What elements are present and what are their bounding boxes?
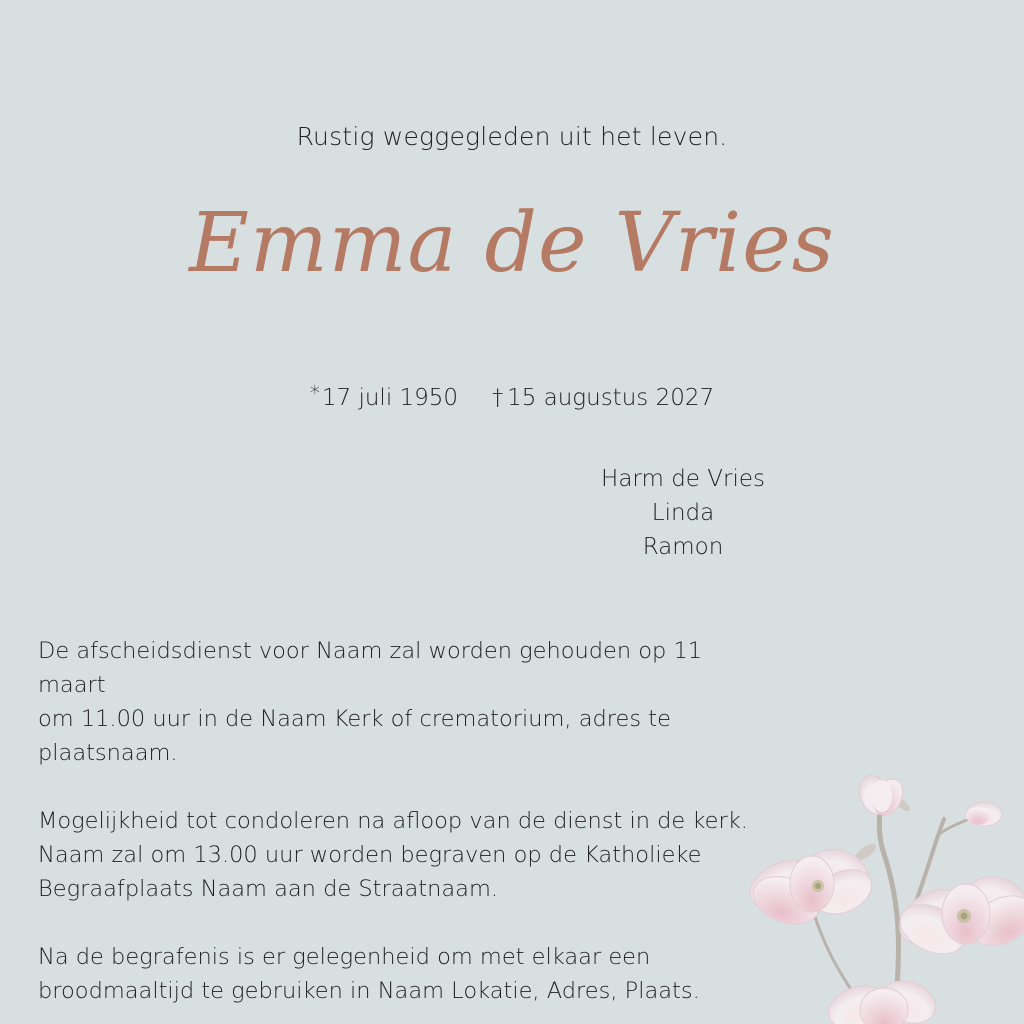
family-member: Ramon xyxy=(642,534,724,560)
lunch-paragraph: Na de begrafenis is er gelegenheid om met elkaar een broodmaaltijd te gebruiken in Naam Lokatie, Adres, Plaats. xyxy=(38,944,700,1004)
birth-date: 17 juli 1950 xyxy=(321,385,459,411)
life-dates xyxy=(0,381,1024,411)
death-date: 15 augustus 2027 xyxy=(507,385,715,411)
condolence-paragraph: Mogelijkheid tot condoleren na afloop van de dienst in de kerk. Naam zal om 13.00 uur worden begraven op de Katholieke Begraafplaats Naam aan de Straatnaam. xyxy=(38,808,748,902)
magnolia-flowers-illustration xyxy=(734,764,1024,1024)
service-details xyxy=(38,634,768,1024)
deceased-name: Emma de Vries xyxy=(189,196,835,291)
family-member: Linda xyxy=(651,500,715,526)
death-symbol: † xyxy=(492,386,504,411)
service-paragraph: De afscheidsdienst voor Naam zal worden gehouden op 11 maart om 11.00 uur in de Naam Kerk of crematorium, adres te plaatsnaam. xyxy=(38,638,703,766)
family-member: Harm de Vries xyxy=(601,466,765,492)
birth-symbol: * xyxy=(309,381,320,405)
family-list xyxy=(558,462,808,564)
intro-text: Rustig weggegleden uit het leven. xyxy=(296,122,728,151)
